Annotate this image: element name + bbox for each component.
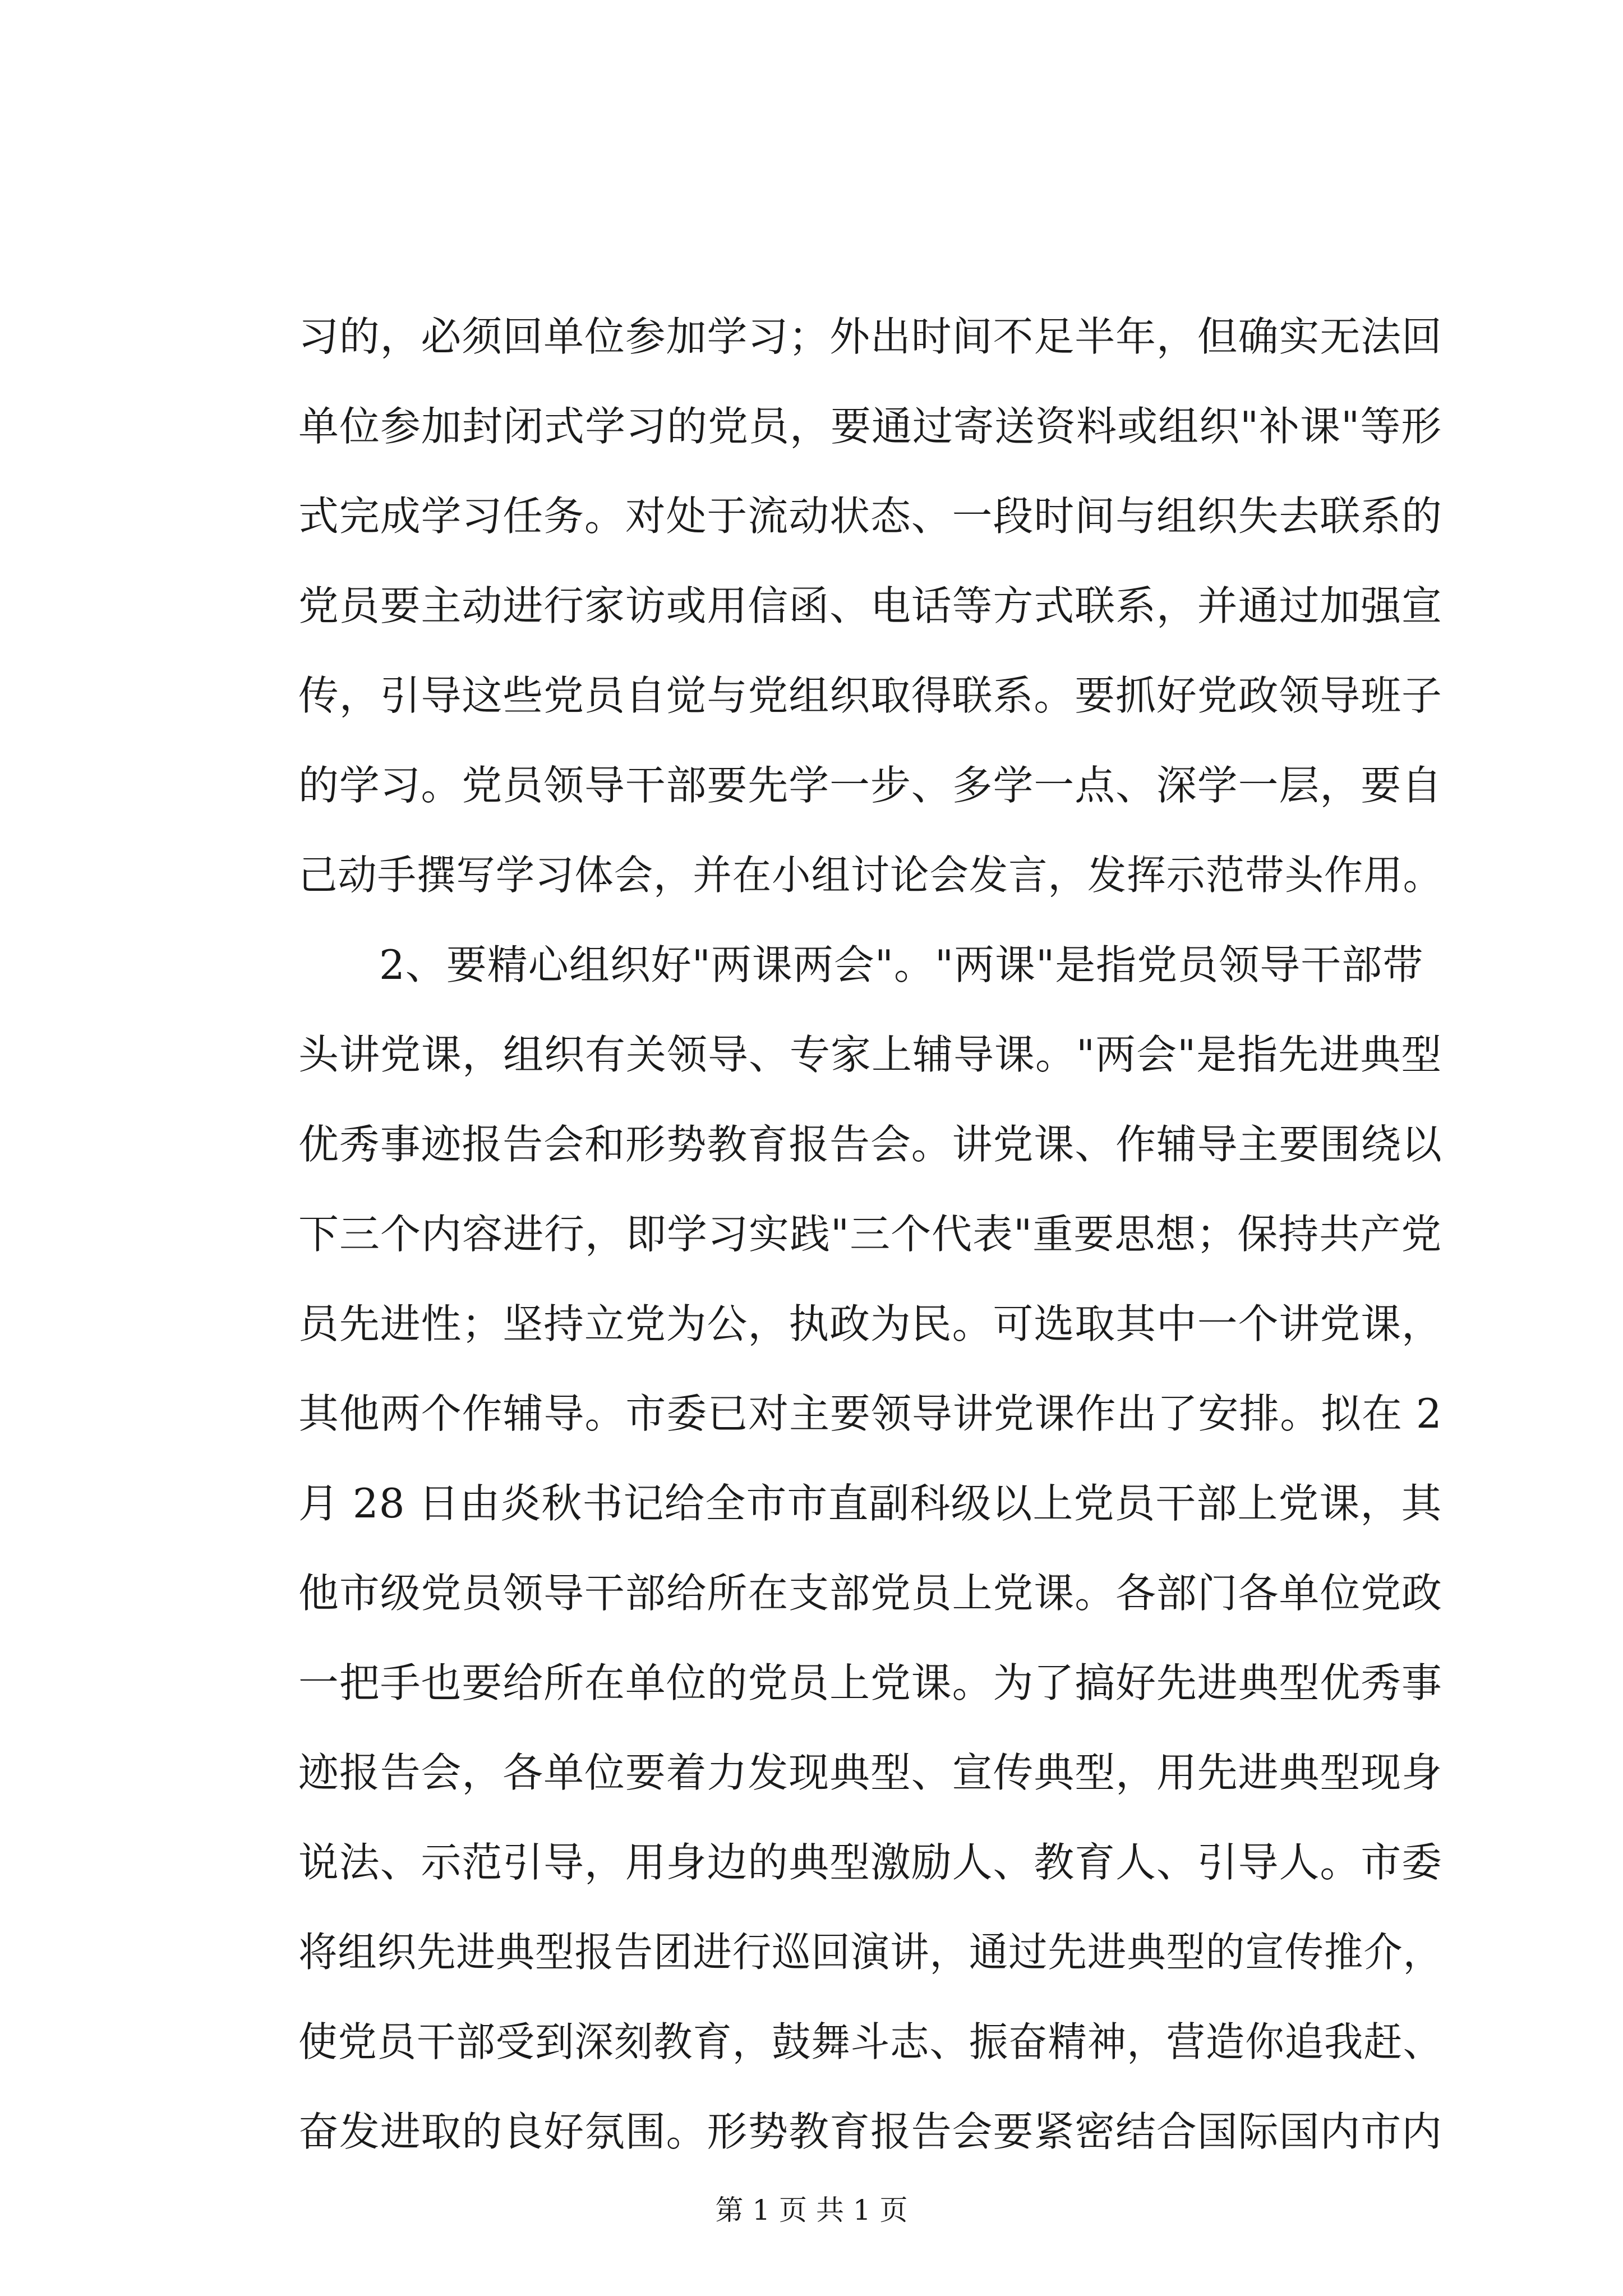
text-line-5: 传，引导这些党员自觉与党组织取得联系。要抓好党政领导班子: [298, 672, 1442, 719]
text-line-15: 他市级党员领导干部给所在支部党员上党课。各部门各单位党政: [298, 1570, 1442, 1617]
text-line-7: 己动手撰写学习体会，并在小组讨论会发言，发挥示范带头作用。: [298, 852, 1442, 899]
text-line-9: 头讲党课，组织有关领导、专家上辅导课。"两会"是指先进典型: [298, 1031, 1442, 1078]
text-line-2: 单位参加封闭式学习的党员，要通过寄送资料或组织"补课"等形: [298, 403, 1442, 450]
text-line-1: 习的，必须回单位参加学习；外出时间不足半年，但确实无法回: [298, 313, 1442, 360]
text-line-20: 使党员干部受到深刻教育，鼓舞斗志、振奋精神，营造你追我赶、: [298, 2018, 1442, 2065]
text-line-6: 的学习。党员领导干部要先学一步、多学一点、深学一层，要自: [298, 762, 1442, 809]
text-line-21: 奋发进取的良好氛围。形势教育报告会要紧密结合国际国内市内: [298, 2108, 1442, 2155]
text-line-18: 说法、示范引导，用身边的典型激励人、教育人、引导人。市委: [298, 1839, 1442, 1886]
text-line-16: 一把手也要给所在单位的党员上党课。为了搞好先进典型优秀事: [298, 1659, 1442, 1706]
text-line-3: 式完成学习任务。对处于流动状态、一段时间与组织失去联系的: [298, 493, 1442, 540]
text-line-14: 月 28 日由炎秋书记给全市市直副科级以上党员干部上党课，其: [298, 1480, 1442, 1527]
text-line-17: 迹报告会，各单位要着力发现典型、宣传典型，用先进典型现身: [298, 1749, 1442, 1796]
text-line-10: 优秀事迹报告会和形势教育报告会。讲党课、作辅导主要围绕以: [298, 1121, 1442, 1168]
text-line-11: 下三个内容进行，即学习实践"三个代表"重要思想；保持共产党: [298, 1211, 1442, 1258]
text-line-12: 员先进性；坚持立党为公，执政为民。可选取其中一个讲党课，: [298, 1300, 1442, 1347]
text-line-4: 党员要主动进行家访或用信函、电话等方式联系，并通过加强宣: [298, 582, 1442, 629]
text-line-19: 将组织先进典型报告团进行巡回演讲，通过先进典型的宣传推介，: [298, 1929, 1442, 1976]
page-number-footer: 第 1 页 共 1 页: [715, 2194, 908, 2226]
text-line-8: 2、要精心组织好"两课两会"。"两课"是指党员领导干部带: [379, 941, 1424, 988]
text-line-13: 其他两个作辅导。市委已对主要领导讲党课作出了安排。拟在 2: [298, 1390, 1442, 1437]
